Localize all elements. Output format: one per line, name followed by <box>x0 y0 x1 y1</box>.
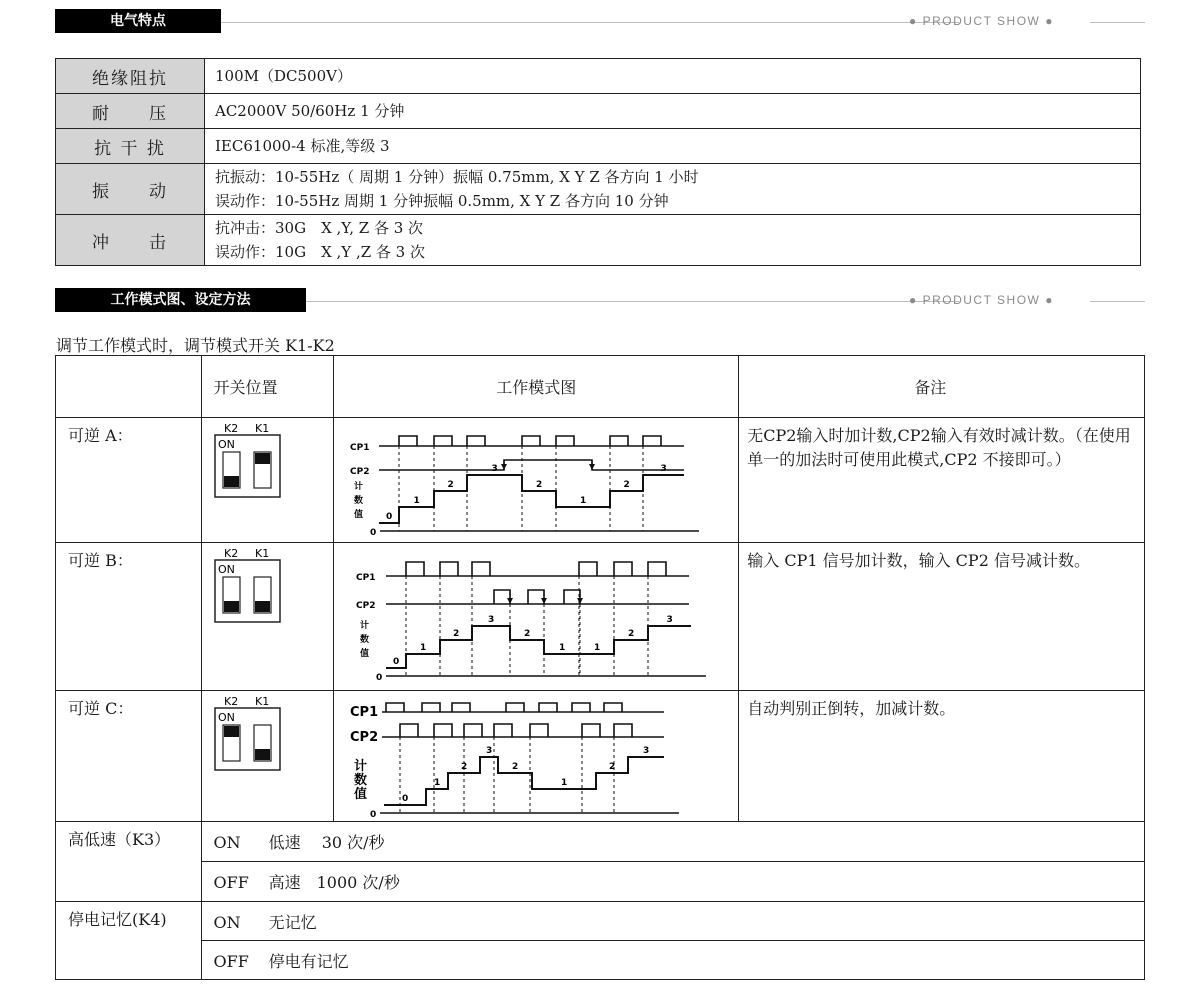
count-value: 2 <box>536 479 543 490</box>
count-step-line <box>379 475 684 523</box>
count-value: 1 <box>580 495 587 506</box>
spec-key: 耐 压 <box>56 94 205 129</box>
count-label: 值 <box>354 509 364 520</box>
cp2-label: CP2 <box>350 729 379 745</box>
spec-value: IEC61000-4 标准,等级 3 <box>205 129 1141 164</box>
spec-value <box>205 164 1141 215</box>
dip-knob <box>224 601 239 612</box>
mode-name: 可逆 B： <box>56 543 202 691</box>
spec-key: 振 动 <box>56 164 205 215</box>
timing-diagram <box>334 419 738 542</box>
count-value: 2 <box>453 628 460 639</box>
memory-label: 停电记忆(K4) <box>56 902 202 980</box>
setting-state: OFF <box>213 951 249 971</box>
count-value: 2 <box>609 761 616 772</box>
timing-diagram <box>334 692 738 821</box>
spec-value: 100M（DC500V） <box>205 59 1141 94</box>
cp2-line <box>379 460 684 470</box>
dip-switch-diagram <box>214 695 284 775</box>
setting-state: ON <box>213 912 241 932</box>
spec-line: 误动作：10G X ,Y ,Z 各 3 次 <box>215 243 425 261</box>
setting-state: ON <box>213 833 241 852</box>
count-value: 1 <box>559 642 566 653</box>
cp2-pulse <box>494 724 512 737</box>
count-step-line <box>386 626 691 668</box>
dip-switch-diagram <box>214 422 284 502</box>
memory-row <box>56 902 1145 941</box>
count-value: 3 <box>491 463 498 474</box>
wave-cell <box>334 418 739 543</box>
section-header-modes <box>55 288 1145 314</box>
section-title: 电气特点 <box>55 9 221 33</box>
cp1-pulse <box>440 562 458 576</box>
cp1-label: CP1 <box>356 572 376 583</box>
header-cell: 开关位置 <box>201 356 334 418</box>
cp1-pulse <box>422 703 440 712</box>
count-value: 3 <box>643 745 650 756</box>
count-value: 2 <box>628 628 635 639</box>
spec-value: AC2000V 50/60Hz 1 分钟 <box>205 94 1141 129</box>
cp1-pulse <box>610 436 628 446</box>
cp2-label: CP2 <box>356 600 376 611</box>
cp1-pulse <box>522 436 540 446</box>
count-value: 2 <box>512 761 519 772</box>
spec-key: 冲 击 <box>56 215 205 266</box>
count-label: 值 <box>354 786 368 802</box>
dip-knob <box>255 749 270 760</box>
cp1-pulse <box>556 436 574 446</box>
dip-label-k1: K1 <box>254 422 269 435</box>
dip-knob <box>224 476 239 487</box>
count-value: 2 <box>524 628 531 639</box>
cp2-pulse <box>564 590 580 604</box>
cp1-pulse <box>579 562 597 576</box>
count-label: 值 <box>360 648 370 659</box>
dip-label-k2: K2 <box>223 422 238 435</box>
divider <box>221 22 959 23</box>
dip-knob <box>224 726 239 737</box>
dip-label-on: ON <box>217 563 235 576</box>
product-show-label: ● PRODUCT SHOW ● <box>909 14 1054 28</box>
count-label: 数 <box>360 634 370 645</box>
cp1-label: CP1 <box>350 704 379 720</box>
dip-label-on: ON <box>217 438 235 451</box>
wave-cell <box>334 691 739 822</box>
count-value: 2 <box>461 761 468 772</box>
setting-cell <box>201 822 1144 862</box>
setting-desc: 低速 30 次/秒 <box>268 833 385 852</box>
section-header-electrical <box>55 9 1145 35</box>
speed-row <box>56 862 1145 902</box>
dip-knob <box>255 453 270 464</box>
spec-row <box>56 215 1141 266</box>
spec-key: 绝缘阻抗 <box>56 59 205 94</box>
count-value: 1 <box>434 777 441 788</box>
spec-row <box>56 59 1141 94</box>
dip-cell <box>201 418 334 543</box>
cp2-pulse <box>494 590 510 604</box>
count-value: 3 <box>666 614 673 625</box>
electrical-spec-table <box>55 58 1141 266</box>
dip-label-k1: K1 <box>254 547 269 560</box>
spec-value <box>205 215 1141 266</box>
cp2-pulse <box>528 590 544 604</box>
count-value: 1 <box>561 777 568 788</box>
header-cell <box>56 356 202 418</box>
divider <box>306 301 959 302</box>
cp2-pulse <box>400 724 418 737</box>
setting-desc: 无记忆 <box>268 912 317 932</box>
wave-cell <box>334 543 739 691</box>
setting-state: OFF <box>213 873 249 892</box>
cp1-pulse <box>648 562 666 576</box>
product-show-label: ● PRODUCT SHOW ● <box>909 293 1054 307</box>
cp1-pulse <box>399 436 417 446</box>
mode-note: 无CP2输入时加计数,CP2输入有效时减计数。（在使用单一的加法时可使用此模式,CP2 不接即可。） <box>739 418 1145 543</box>
cp2-label: CP2 <box>350 466 370 477</box>
setting-desc: 停电有记忆 <box>268 951 349 971</box>
count-value: 1 <box>420 642 427 653</box>
intro-text: 调节工作模式时，调节模式开关 K1-K2 <box>56 336 335 355</box>
count-step-line <box>384 757 664 805</box>
spec-row <box>56 129 1141 164</box>
axis-zero: 0 <box>370 809 377 820</box>
count-value: 3 <box>660 463 667 474</box>
mode-row-c <box>56 691 1145 822</box>
spec-line: 抗冲击：30G X ,Y, Z 各 3 次 <box>215 219 424 237</box>
speed-label: 高低速（K3） <box>56 822 202 902</box>
cp2-pulse <box>582 724 600 737</box>
timing-diagram <box>334 544 738 690</box>
count-value: 0 <box>402 793 409 804</box>
cp2-pulse <box>434 724 452 737</box>
spec-line: 抗振动：10-55Hz（ 周期 1 分钟）振幅 0.75mm, X Y Z 各方向 1 小时 <box>215 168 699 186</box>
cp2-edge-arrow-head <box>501 464 507 470</box>
speed-row <box>56 822 1145 862</box>
cp1-pulse <box>386 703 404 712</box>
cp1-label: CP1 <box>350 442 370 453</box>
axis-zero: 0 <box>370 527 377 538</box>
cp2-pulse <box>464 724 482 737</box>
cp1-pulse <box>472 562 490 576</box>
count-label: 计 <box>360 620 370 631</box>
cp1-pulse <box>406 562 424 576</box>
dip-switch-diagram <box>214 547 284 627</box>
cp1-pulse <box>452 703 470 712</box>
spec-key: 抗 干 扰 <box>56 129 205 164</box>
work-mode-table <box>55 355 1145 980</box>
cp2-pulse <box>614 724 632 737</box>
setting-cell <box>201 902 1144 941</box>
mode-name: 可逆 A： <box>56 418 202 543</box>
dip-cell <box>201 691 334 822</box>
count-value: 0 <box>386 511 393 522</box>
mode-row-a <box>56 418 1145 543</box>
mode-note: 输入 CP1 信号加计数，输入 CP2 信号减计数。 <box>739 543 1145 691</box>
count-value: 3 <box>486 745 493 756</box>
count-value: 2 <box>447 479 454 490</box>
mode-row-b <box>56 543 1145 691</box>
header-cell: 工作模式图 <box>334 356 739 418</box>
dip-label-on: ON <box>217 711 235 724</box>
count-label: 计 <box>354 481 364 492</box>
dip-cell <box>201 543 334 691</box>
cp2-edge-arrow-head <box>541 598 547 604</box>
count-label: 数 <box>354 772 368 788</box>
setting-cell <box>201 941 1144 980</box>
count-value: 1 <box>413 495 420 506</box>
cp2-edge-arrow-head <box>589 464 595 470</box>
cp1-pulse <box>643 436 661 446</box>
header-cell: 备注 <box>739 356 1145 418</box>
cp2-pulse <box>530 724 548 737</box>
section-title: 工作模式图、设定方法 <box>55 288 306 312</box>
setting-desc: 高速 1000 次/秒 <box>268 873 400 892</box>
cp1-pulse <box>572 703 590 712</box>
cp1-pulse <box>506 703 524 712</box>
memory-row <box>56 941 1145 980</box>
count-label: 数 <box>354 495 364 506</box>
mode-name: 可逆 C： <box>56 691 202 822</box>
axis-zero: 0 <box>376 672 383 683</box>
count-value: 2 <box>623 479 630 490</box>
spec-line: 误动作：10-55Hz 周期 1 分钟振幅 0.5mm, X Y Z 各方向 10 分钟 <box>215 192 669 210</box>
cp1-pulse <box>434 436 452 446</box>
divider <box>1090 301 1145 302</box>
divider <box>1090 22 1145 23</box>
cp2-edge-arrow-head <box>577 598 583 604</box>
cp1-pulse <box>604 703 622 712</box>
count-label: 计 <box>354 758 368 774</box>
dip-knob <box>255 601 270 612</box>
spec-row <box>56 94 1141 129</box>
cp1-pulse <box>467 436 485 446</box>
cp1-pulse <box>614 562 632 576</box>
cp2-edge-arrow-head <box>507 598 513 604</box>
dip-label-k1: K1 <box>254 695 269 708</box>
dip-label-k2: K2 <box>223 695 238 708</box>
header-row <box>56 356 1145 418</box>
count-value: 0 <box>393 656 400 667</box>
dip-label-k2: K2 <box>223 547 238 560</box>
count-value: 3 <box>488 614 495 625</box>
spec-row <box>56 164 1141 215</box>
setting-cell <box>201 862 1144 902</box>
count-value: 1 <box>594 642 601 653</box>
mode-note: 自动判别正倒转，加减计数。 <box>739 691 1145 822</box>
cp1-pulse <box>539 703 557 712</box>
